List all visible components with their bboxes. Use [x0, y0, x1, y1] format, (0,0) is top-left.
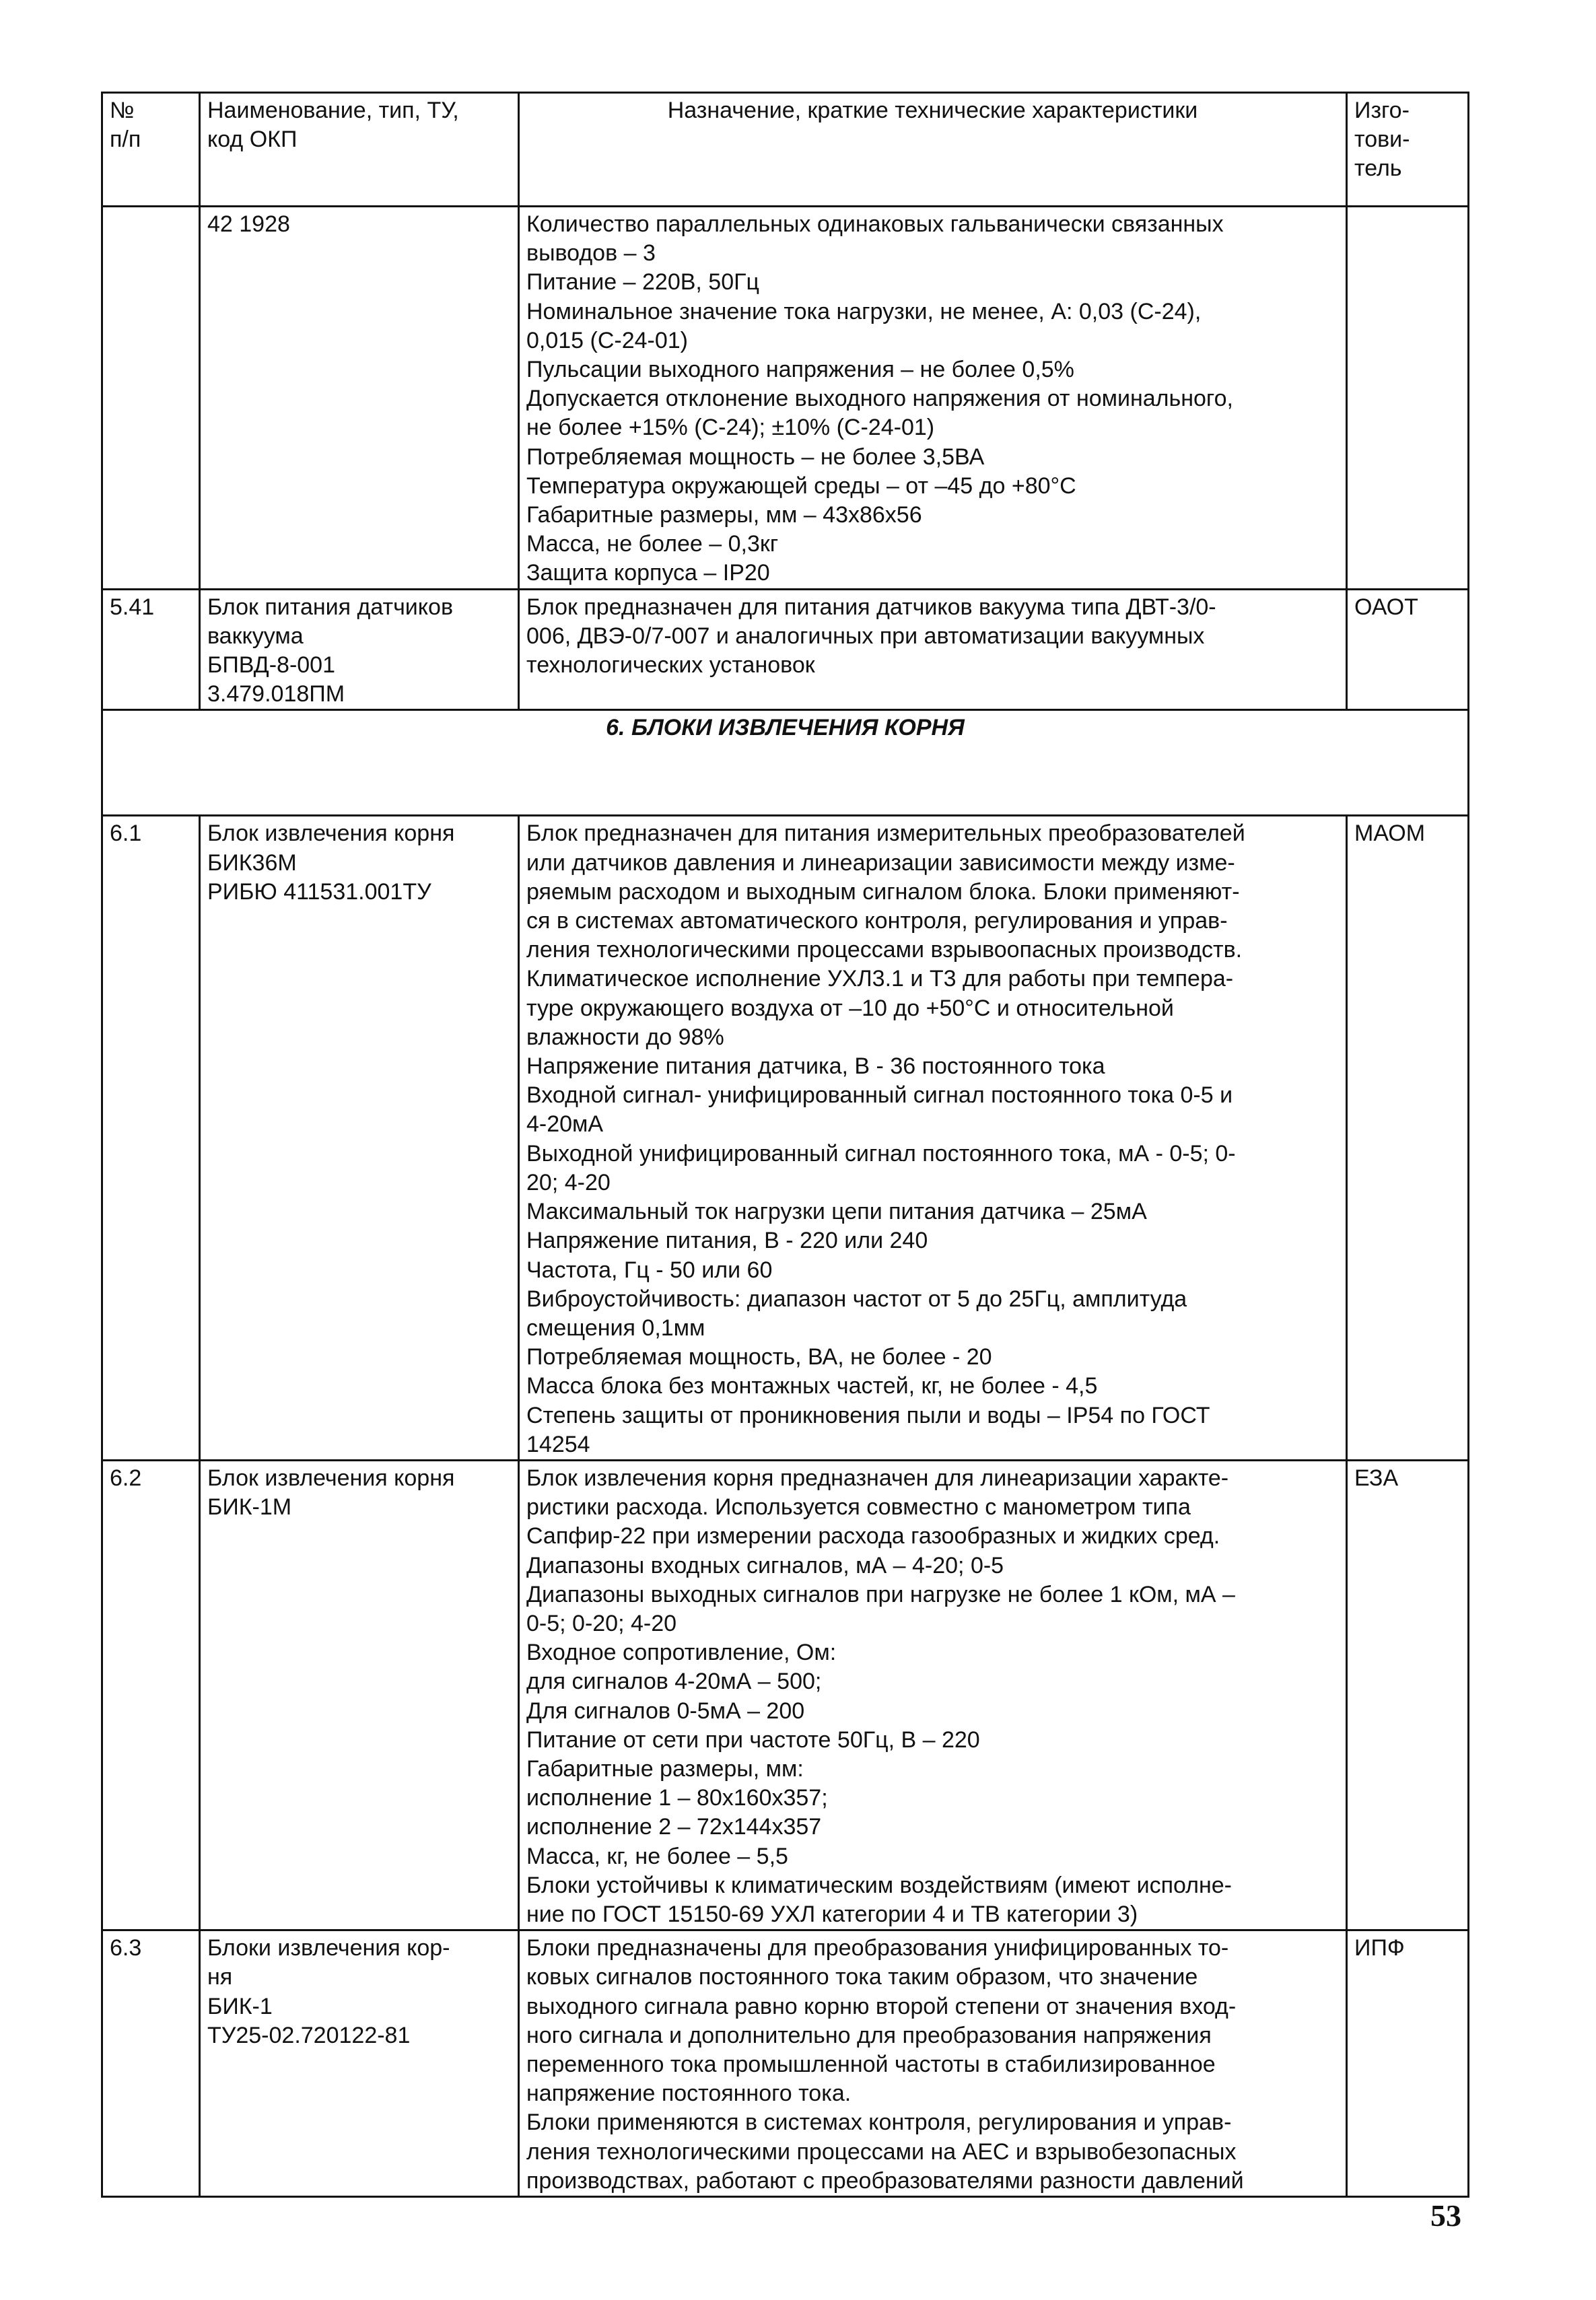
page-number: 53: [1430, 2198, 1461, 2233]
row-purpose-line: Частота, Гц - 50 или 60: [526, 1257, 773, 1283]
row-number: 5.41: [102, 589, 200, 710]
row-purpose-line: Допускается отклонение выходного напряжения от номинального,: [526, 386, 1233, 412]
row-purpose-line: Сапфир-22 при измерении расхода газообразных и жидких сред.: [526, 1523, 1220, 1549]
row-purpose-line: 0,015 (С-24-01): [526, 327, 689, 353]
row-purpose-line: ристики расхода. Используется совместно с манометром типа: [526, 1494, 1191, 1521]
row-name-line: ня: [207, 1964, 233, 1990]
row-purpose-line: Блок предназначен для питания измерительных преобразователей: [526, 821, 1245, 847]
row-purpose-line: ряемым расходом и выходным сигналом блока. Блоки применяют-: [526, 878, 1240, 905]
row-purpose-line: Защита корпуса – IP20: [526, 560, 770, 586]
row-purpose-line: Максимальный ток нагрузки цепи питания датчика – 25мА: [526, 1199, 1147, 1225]
row-purpose-line: переменного тока промышленной частоты в стабилизированное: [526, 2051, 1216, 2077]
row-purpose-line: влажности до 98%: [526, 1024, 724, 1050]
row-purpose-line: Блок предназначен для питания датчиков вакуума типа ДВТ-3/0-: [526, 594, 1216, 620]
row-name: [200, 207, 519, 590]
table-row: [102, 1460, 1469, 1930]
row-purpose-line: Виброустойчивость: диапазон частот от 5 до 25Гц, амплитуда: [526, 1286, 1187, 1312]
row-name-line: ваккуума: [207, 623, 304, 649]
row-purpose-line: Входной сигнал- унифицированный сигнал постоянного тока 0-5 и: [526, 1082, 1233, 1109]
row-name-line: Блок питания датчиков: [207, 594, 454, 620]
table-row: [102, 816, 1469, 1460]
row-name-line: РИБЮ 411531.001ТУ: [207, 878, 431, 905]
row-name: [200, 1930, 519, 2197]
row-purpose-line: Диапазоны выходных сигналов при нагрузке не более 1 кОм, мА –: [526, 1581, 1235, 1607]
row-purpose-line: Для сигналов 0-5мА – 200: [526, 1698, 805, 1724]
row-purpose-line: технологических установок: [526, 652, 815, 678]
row-name-line: БИК-1М: [207, 1494, 292, 1521]
row-name: [200, 816, 519, 1460]
section-header-row: [102, 710, 1469, 816]
row-purpose: [519, 1460, 1347, 1930]
row-name-line: БИК36М: [207, 849, 297, 876]
row-purpose-line: Габаритные размеры, мм:: [526, 1755, 804, 1782]
row-number: 6.3: [102, 1930, 200, 2197]
row-name-line: Блоки извлечения кор-: [207, 1935, 450, 1961]
header-row: [102, 93, 1469, 207]
row-purpose-line: Номинальное значение тока нагрузки, не менее, А: 0,03 (С-24),: [526, 298, 1202, 324]
row-purpose-line: выходного сигнала равно корню второй степени от значения вход-: [526, 1993, 1237, 2019]
row-purpose-line: выводов – 3: [526, 240, 656, 267]
row-purpose-line: Входное сопротивление, Ом:: [526, 1640, 837, 1666]
row-purpose-line: 0-5; 0-20; 4-20: [526, 1610, 677, 1636]
row-purpose-line: Напряжение питания датчика, В - 36 постоянного тока: [526, 1053, 1105, 1080]
row-purpose-line: Степень защиты от проникновения пыли и воды – IP54 по ГОСТ: [526, 1402, 1210, 1428]
specs-table: [101, 92, 1469, 2198]
row-purpose: [519, 1930, 1347, 2197]
row-purpose-line: Масса, не более – 0,3кг: [526, 531, 779, 557]
row-purpose-line: ления технологическими процессами взрывоопасных производств.: [526, 937, 1243, 963]
row-purpose-line: ления технологическими процессами на АЕС и взрывобезопасных: [526, 2138, 1237, 2165]
row-purpose-line: Масса, кг, не более – 5,5: [526, 1843, 788, 1869]
table-row: [102, 207, 1469, 590]
row-purpose-line: Блоки применяются в системах контроля, регулирования и управ-: [526, 2110, 1232, 2136]
row-purpose-line: Блоки предназначены для преобразования унифицированных то-: [526, 1935, 1229, 1961]
row-maker: МАОМ: [1347, 816, 1469, 1460]
row-number: [102, 207, 200, 590]
row-maker: ЕЗА: [1347, 1460, 1469, 1930]
header-purpose: Назначение, краткие технические характеристики: [519, 93, 1347, 207]
row-name-line: БПВД-8-001: [207, 652, 335, 678]
row-purpose-line: Блоки устойчивы к климатическим воздействиям (имеют исполне-: [526, 1872, 1232, 1898]
row-purpose-line: исполнение 1 – 80х160х357;: [526, 1785, 828, 1811]
header-name: Наименование, тип, ТУ, код ОКП: [200, 93, 519, 207]
row-purpose-line: ковых сигналов постоянного тока таким образом, что значение: [526, 1964, 1198, 1990]
table-row: [102, 1930, 1469, 2197]
row-purpose-line: 20; 4-20: [526, 1169, 611, 1195]
row-purpose-line: 006, ДВЭ-0/7-007 и аналогичных при автоматизации вакуумных: [526, 623, 1205, 649]
row-number: 6.1: [102, 816, 200, 1460]
row-purpose-line: исполнение 2 – 72х144х357: [526, 1814, 822, 1840]
row-purpose-line: Диапазоны входных сигналов, мА – 4-20; 0-5: [526, 1552, 1004, 1578]
row-name: [200, 589, 519, 710]
row-name-line: 3.479.018ПМ: [207, 681, 345, 707]
row-purpose-line: Выходной унифицированный сигнал постоянного тока, мА - 0-5; 0-: [526, 1140, 1236, 1166]
row-number: 6.2: [102, 1460, 200, 1930]
row-purpose-line: Потребляемая мощность – не более 3,5ВА: [526, 444, 985, 470]
row-purpose-line: 14254: [526, 1431, 590, 1457]
row-name: [200, 1460, 519, 1930]
row-purpose-line: не более +15% (С-24); ±10% (С-24-01): [526, 415, 935, 441]
section-title: 6. БЛОКИ ИЗВЛЕЧЕНИЯ КОРНЯ: [102, 710, 1469, 816]
row-name-line: Блок извлечения корня: [207, 1465, 455, 1491]
row-purpose: [519, 589, 1347, 710]
row-name-line: 42 1928: [207, 211, 290, 237]
row-purpose-line: Пульсации выходного напряжения – не более 0,5%: [526, 357, 1074, 383]
header-num: № п/п: [102, 93, 200, 207]
row-name-line: БИК-1: [207, 1993, 273, 2019]
row-purpose-line: или датчиков давления и линеаризации зависимости между изме-: [526, 849, 1235, 876]
row-name-line: Блок извлечения корня: [207, 821, 455, 847]
row-maker: [1347, 207, 1469, 590]
row-name-line: ТУ25-02.720122-81: [207, 2022, 411, 2048]
row-purpose-line: Блок извлечения корня предназначен для линеаризации характе-: [526, 1465, 1229, 1491]
row-purpose-line: 4-20мА: [526, 1111, 604, 1138]
row-maker: ОАОТ: [1347, 589, 1469, 710]
header-maker: Изго- тови- тель: [1347, 93, 1469, 207]
row-purpose-line: напряжение постоянного тока.: [526, 2081, 852, 2107]
row-purpose-line: ного сигнала и дополнительно для преобразования напряжения: [526, 2022, 1212, 2048]
row-purpose-line: Напряжение питания, В - 220 или 240: [526, 1228, 928, 1254]
row-purpose-line: ние по ГОСТ 15150-69 УХЛ категории 4 и ТВ категории 3): [526, 1901, 1138, 1927]
row-purpose-line: Климатическое исполнение УХЛ3.1 и Т3 для работы при темпера-: [526, 966, 1234, 992]
row-purpose-line: Питание от сети при частоте 50Гц, В – 220: [526, 1727, 980, 1753]
row-purpose-line: Потребляемая мощность, ВА, не более - 20: [526, 1344, 992, 1370]
row-purpose-line: ся в системах автоматического контроля, регулирования и управ-: [526, 908, 1228, 934]
row-purpose-line: Масса блока без монтажных частей, кг, не более - 4,5: [526, 1373, 1098, 1399]
row-purpose: [519, 207, 1347, 590]
row-purpose-line: смещения 0,1мм: [526, 1315, 705, 1341]
row-purpose-line: Температура окружающей среды – от –45 до +80°С: [526, 473, 1076, 499]
row-maker: ИПФ: [1347, 1930, 1469, 2197]
row-purpose-line: Питание – 220В, 50Гц: [526, 269, 760, 295]
table-row: [102, 589, 1469, 710]
row-purpose: [519, 816, 1347, 1460]
row-purpose-line: для сигналов 4-20мА – 500;: [526, 1669, 822, 1695]
row-purpose-line: Габаритные размеры, мм – 43х86х56: [526, 502, 922, 528]
row-purpose-line: производствах, работают с преобразователями разности давлений: [526, 2167, 1244, 2194]
row-purpose-line: туре окружающего воздуха от –10 до +50°С и относительной: [526, 995, 1174, 1021]
row-purpose-line: Количество параллельных одинаковых гальванически связанных: [526, 211, 1224, 237]
